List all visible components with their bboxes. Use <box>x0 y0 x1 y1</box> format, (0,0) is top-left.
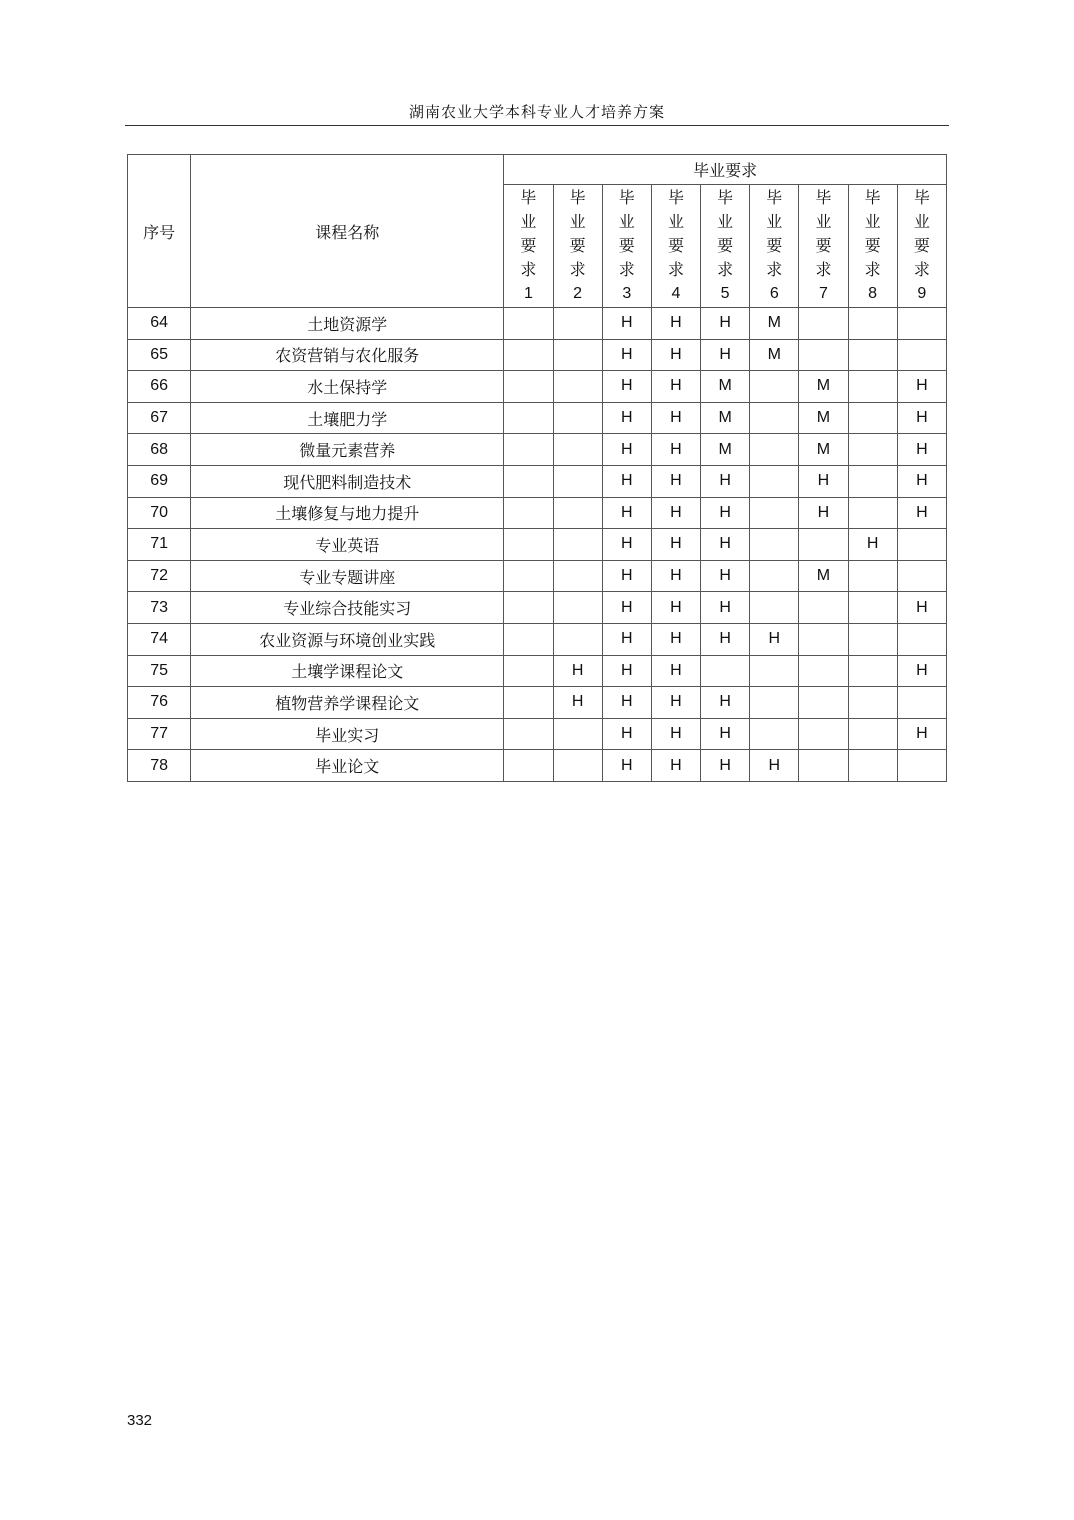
requirement-1-level <box>504 339 553 371</box>
header-char: 要 <box>766 236 783 255</box>
requirement-5-level: H <box>701 687 750 719</box>
header-char: 业 <box>569 212 586 231</box>
requirement-8-level: H <box>848 529 897 561</box>
requirement-number: 4 <box>671 285 681 302</box>
requirement-4-level: H <box>651 339 700 371</box>
requirement-8-level <box>848 371 897 403</box>
table-row <box>128 560 947 592</box>
column-header-requirement-2 <box>553 185 602 308</box>
requirement-9-level <box>897 529 946 561</box>
column-header-requirement-6 <box>750 185 799 308</box>
row-number: 68 <box>128 434 191 466</box>
header-char: 求 <box>569 260 586 279</box>
requirement-4-level: H <box>651 655 700 687</box>
requirement-9-level <box>897 308 946 340</box>
column-header-number: 序号 <box>128 155 191 308</box>
requirement-1-level <box>504 371 553 403</box>
requirement-8-level <box>848 687 897 719</box>
requirement-number: 3 <box>622 285 632 302</box>
course-name: 现代肥料制造技术 <box>191 465 504 497</box>
course-name: 毕业论文 <box>191 750 504 782</box>
requirement-1-level <box>504 529 553 561</box>
requirement-2-level <box>553 623 602 655</box>
course-name: 专业英语 <box>191 529 504 561</box>
header-char: 求 <box>667 260 684 279</box>
document-header-title: 湖南农业大学本科专业人才培养方案 <box>408 103 665 121</box>
requirement-4-level: H <box>651 718 700 750</box>
header-char: 毕 <box>913 188 930 207</box>
column-header-course-name: 课程名称 <box>191 155 504 308</box>
table-row <box>128 718 947 750</box>
requirement-6-level <box>750 560 799 592</box>
header-char: 要 <box>667 236 684 255</box>
requirement-2-level <box>553 308 602 340</box>
header-char: 毕 <box>766 188 783 207</box>
requirement-5-level: H <box>701 592 750 624</box>
requirement-5-level: H <box>701 623 750 655</box>
requirement-9-level: H <box>897 655 946 687</box>
requirement-5-level: M <box>701 402 750 434</box>
requirement-number: 8 <box>868 285 878 302</box>
column-header-requirement-5 <box>701 185 750 308</box>
requirement-1-level <box>504 308 553 340</box>
header-char: 求 <box>864 260 881 279</box>
row-number: 73 <box>128 592 191 624</box>
table-row <box>128 592 947 624</box>
header-char: 业 <box>864 212 881 231</box>
course-name: 毕业实习 <box>191 718 504 750</box>
table-row <box>128 339 947 371</box>
requirement-1-level <box>504 402 553 434</box>
header-char: 业 <box>667 212 684 231</box>
column-header-requirement-1 <box>504 185 553 308</box>
course-name: 土地资源学 <box>191 308 504 340</box>
requirement-2-level <box>553 497 602 529</box>
requirement-9-level: H <box>897 592 946 624</box>
requirement-7-level: H <box>799 497 848 529</box>
requirement-6-level <box>750 371 799 403</box>
requirement-2-level: H <box>553 655 602 687</box>
requirement-3-level: H <box>602 434 651 466</box>
requirement-1-level <box>504 560 553 592</box>
requirement-6-level <box>750 465 799 497</box>
requirement-1-level <box>504 465 553 497</box>
requirement-7-level <box>799 308 848 340</box>
requirement-1-level <box>504 750 553 782</box>
requirement-5-level: H <box>701 339 750 371</box>
row-number: 69 <box>128 465 191 497</box>
requirement-6-level <box>750 434 799 466</box>
requirement-5-level: M <box>701 434 750 466</box>
requirement-3-level: H <box>602 402 651 434</box>
header-char: 毕 <box>520 188 537 207</box>
requirement-9-level <box>897 623 946 655</box>
requirement-7-level <box>799 529 848 561</box>
requirement-5-level: H <box>701 718 750 750</box>
header-char: 毕 <box>618 188 635 207</box>
requirement-2-level <box>553 434 602 466</box>
requirement-7-level: M <box>799 434 848 466</box>
header-char: 要 <box>815 236 832 255</box>
requirement-5-level: H <box>701 465 750 497</box>
requirement-number: 2 <box>573 285 583 302</box>
requirement-9-level: H <box>897 371 946 403</box>
requirement-8-level <box>848 339 897 371</box>
column-group-graduation-requirements: 毕业要求 <box>504 155 947 185</box>
requirement-1-level <box>504 687 553 719</box>
requirement-3-level: H <box>602 560 651 592</box>
requirement-number: 5 <box>720 285 730 302</box>
requirement-7-level: M <box>799 371 848 403</box>
requirement-2-level: H <box>553 687 602 719</box>
requirement-6-level <box>750 718 799 750</box>
requirement-6-level <box>750 497 799 529</box>
row-number: 78 <box>128 750 191 782</box>
header-char: 求 <box>520 260 537 279</box>
course-name: 农业资源与环境创业实践 <box>191 623 504 655</box>
requirement-4-level: H <box>651 371 700 403</box>
table-row <box>128 529 947 561</box>
requirement-6-level: H <box>750 750 799 782</box>
requirement-number: 9 <box>917 285 927 302</box>
requirement-4-level: H <box>651 560 700 592</box>
requirement-3-level: H <box>602 465 651 497</box>
header-char: 求 <box>766 260 783 279</box>
requirement-8-level <box>848 623 897 655</box>
requirement-8-level <box>848 465 897 497</box>
header-char: 毕 <box>569 188 586 207</box>
requirement-4-level: H <box>651 497 700 529</box>
header-char: 求 <box>717 260 734 279</box>
requirement-4-level: H <box>651 687 700 719</box>
table-row <box>128 655 947 687</box>
row-number: 70 <box>128 497 191 529</box>
requirement-6-level: M <box>750 308 799 340</box>
requirement-3-level: H <box>602 308 651 340</box>
header-char: 业 <box>717 212 734 231</box>
row-number: 72 <box>128 560 191 592</box>
requirement-3-level: H <box>602 497 651 529</box>
header-char: 求 <box>913 260 930 279</box>
requirement-9-level <box>897 339 946 371</box>
header-char: 毕 <box>815 188 832 207</box>
requirement-6-level: H <box>750 623 799 655</box>
header-char: 业 <box>520 212 537 231</box>
table-row <box>128 402 947 434</box>
page-number: 332 <box>127 1412 153 1429</box>
requirement-number: 1 <box>523 285 533 302</box>
requirement-number: 6 <box>769 285 779 302</box>
requirement-2-level <box>553 560 602 592</box>
requirement-7-level <box>799 339 848 371</box>
requirement-7-level <box>799 623 848 655</box>
requirement-7-level <box>799 592 848 624</box>
table-row <box>128 497 947 529</box>
requirement-7-level <box>799 750 848 782</box>
header-char: 毕 <box>667 188 684 207</box>
course-name: 微量元素营养 <box>191 434 504 466</box>
column-header-requirement-3 <box>602 185 651 308</box>
header-char: 要 <box>520 236 537 255</box>
requirement-6-level: M <box>750 339 799 371</box>
header-char: 要 <box>717 236 734 255</box>
requirement-5-level: H <box>701 529 750 561</box>
course-name: 土壤学课程论文 <box>191 655 504 687</box>
requirement-7-level <box>799 687 848 719</box>
requirement-4-level: H <box>651 750 700 782</box>
course-name: 植物营养学课程论文 <box>191 687 504 719</box>
requirement-9-level <box>897 687 946 719</box>
requirement-7-level <box>799 655 848 687</box>
requirement-5-level: H <box>701 750 750 782</box>
requirement-7-level: H <box>799 465 848 497</box>
requirement-8-level <box>848 718 897 750</box>
table-row <box>128 465 947 497</box>
requirement-5-level <box>701 655 750 687</box>
table-row <box>128 687 947 719</box>
requirement-5-level: H <box>701 308 750 340</box>
column-header-requirement-4 <box>651 185 700 308</box>
requirement-9-level: H <box>897 402 946 434</box>
requirement-6-level <box>750 529 799 561</box>
requirement-1-level <box>504 434 553 466</box>
course-name: 专业综合技能实习 <box>191 592 504 624</box>
requirement-3-level: H <box>602 623 651 655</box>
table-row <box>128 308 947 340</box>
header-char: 要 <box>569 236 586 255</box>
row-number: 64 <box>128 308 191 340</box>
requirement-6-level <box>750 592 799 624</box>
requirement-2-level <box>553 339 602 371</box>
requirement-7-level <box>799 718 848 750</box>
column-header-requirement-8 <box>848 185 897 308</box>
header-char: 业 <box>618 212 635 231</box>
requirement-3-level: H <box>602 718 651 750</box>
requirement-9-level: H <box>897 434 946 466</box>
row-number: 75 <box>128 655 191 687</box>
requirement-3-level: H <box>602 655 651 687</box>
requirement-1-level <box>504 592 553 624</box>
table-row <box>128 750 947 782</box>
requirement-1-level <box>504 497 553 529</box>
requirement-7-level: M <box>799 560 848 592</box>
header-divider <box>125 125 949 126</box>
requirement-8-level <box>848 750 897 782</box>
requirement-3-level: H <box>602 687 651 719</box>
course-name: 土壤修复与地力提升 <box>191 497 504 529</box>
requirement-5-level: H <box>701 560 750 592</box>
requirement-8-level <box>848 308 897 340</box>
requirement-6-level <box>750 687 799 719</box>
requirement-8-level <box>848 497 897 529</box>
requirement-1-level <box>504 718 553 750</box>
table-row <box>128 623 947 655</box>
requirement-8-level <box>848 402 897 434</box>
requirement-9-level <box>897 750 946 782</box>
row-number: 66 <box>128 371 191 403</box>
header-char: 毕 <box>864 188 881 207</box>
header-char: 求 <box>815 260 832 279</box>
header-char: 要 <box>864 236 881 255</box>
requirement-7-level: M <box>799 402 848 434</box>
requirement-9-level: H <box>897 465 946 497</box>
header-char: 业 <box>766 212 783 231</box>
requirement-4-level: H <box>651 434 700 466</box>
header-char: 要 <box>913 236 930 255</box>
header-char: 要 <box>618 236 635 255</box>
column-header-requirement-7 <box>799 185 848 308</box>
course-name: 专业专题讲座 <box>191 560 504 592</box>
requirement-3-level: H <box>602 750 651 782</box>
requirement-3-level: H <box>602 592 651 624</box>
requirement-3-level: H <box>602 371 651 403</box>
requirement-9-level: H <box>897 497 946 529</box>
requirement-4-level: H <box>651 308 700 340</box>
row-number: 65 <box>128 339 191 371</box>
table-row <box>128 371 947 403</box>
requirement-4-level: H <box>651 465 700 497</box>
requirement-5-level: H <box>701 497 750 529</box>
table-row <box>128 434 947 466</box>
course-name: 水土保持学 <box>191 371 504 403</box>
requirement-2-level <box>553 402 602 434</box>
requirement-2-level <box>553 465 602 497</box>
requirement-number: 7 <box>819 285 828 302</box>
requirement-9-level: H <box>897 718 946 750</box>
row-number: 67 <box>128 402 191 434</box>
row-number: 74 <box>128 623 191 655</box>
requirement-1-level <box>504 623 553 655</box>
course-name: 农资营销与农化服务 <box>191 339 504 371</box>
requirement-4-level: H <box>651 623 700 655</box>
requirement-2-level <box>553 529 602 561</box>
requirement-2-level <box>553 592 602 624</box>
row-number: 77 <box>128 718 191 750</box>
requirement-2-level <box>553 750 602 782</box>
header-char: 业 <box>913 212 930 231</box>
graduation-requirements-table <box>127 154 947 782</box>
requirement-9-level <box>897 560 946 592</box>
requirement-6-level <box>750 655 799 687</box>
header-char: 毕 <box>717 188 734 207</box>
requirement-2-level <box>553 718 602 750</box>
row-number: 71 <box>128 529 191 561</box>
header-char: 求 <box>618 260 635 279</box>
requirement-8-level <box>848 655 897 687</box>
requirement-4-level: H <box>651 529 700 561</box>
column-header-requirement-9 <box>897 185 946 308</box>
requirement-4-level: H <box>651 402 700 434</box>
requirement-6-level <box>750 402 799 434</box>
requirement-2-level <box>553 371 602 403</box>
requirement-3-level: H <box>602 529 651 561</box>
requirement-5-level: M <box>701 371 750 403</box>
requirement-8-level <box>848 560 897 592</box>
course-name: 土壤肥力学 <box>191 402 504 434</box>
requirement-4-level: H <box>651 592 700 624</box>
requirement-8-level <box>848 434 897 466</box>
requirement-1-level <box>504 655 553 687</box>
header-char: 业 <box>815 212 832 231</box>
requirement-8-level <box>848 592 897 624</box>
requirement-3-level: H <box>602 339 651 371</box>
row-number: 76 <box>128 687 191 719</box>
